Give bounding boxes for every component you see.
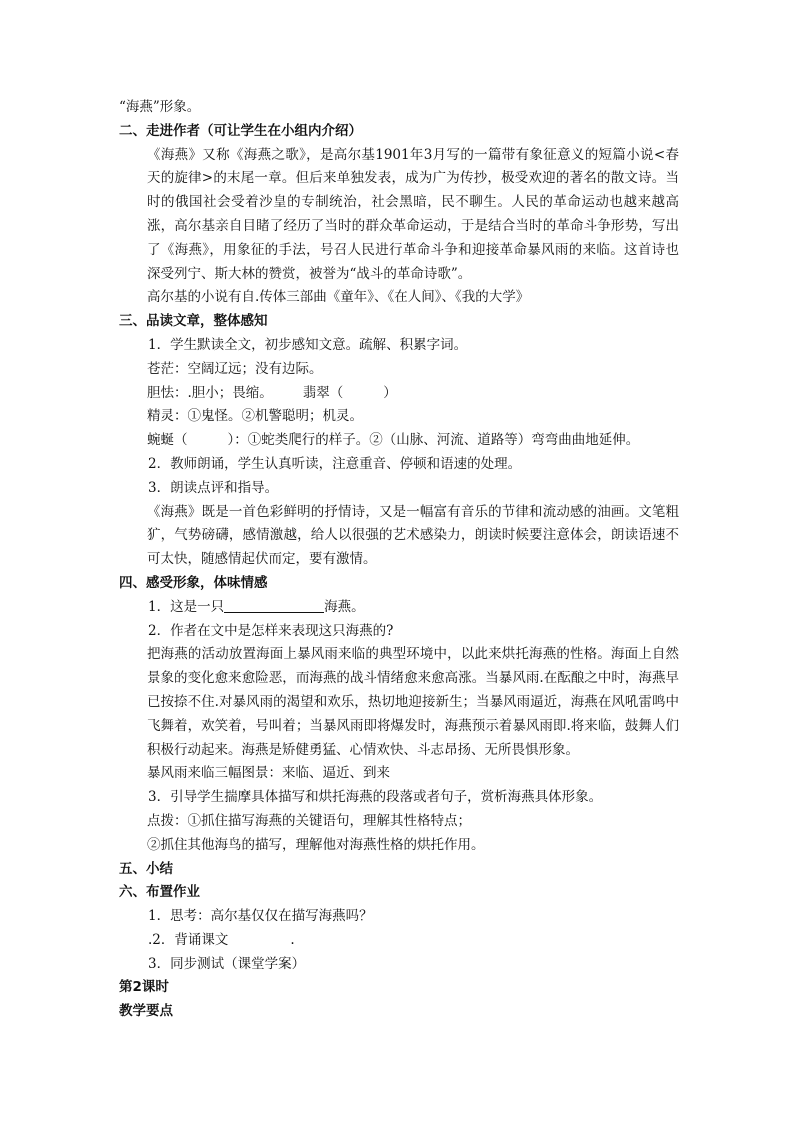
paragraph: 《海燕》既是一首色彩鲜明的抒情诗，又是一幅富有音乐的节律和流动感的油画。文笔粗犷，气势磅礴，感情激越，给人以很强的艺术感染力，朗读时候要注意体会，朗读语速不可太快，随感情起伏而定，要有激情。	[147, 503, 679, 568]
paragraph: 《海燕》又称《海燕之歌》，是高尔基1901年3月写的一篇带有象征意义的短篇小说<春天的旋律>的末尾一章。但后来单独发表，成为广为传抄，极受欢迎的著名的散文诗。当时的俄国社会受着沙皇的专制统治，社会黑暗，民不聊生。人民的革命运动也越来越高涨，高尔基亲自目睹了经历了当时的群众革命运动，于是结合当时的革命斗争形势，写出了《海燕》，用象征的手法，号召人民进行革命斗争和迎接革命暴风雨的来临。这首诗也深受列宁、斯大林的赞赏，被誉为“战斗的革命诗歌”。	[147, 146, 679, 282]
text-line: 高尔基的小说有自.传体三部曲《童年》、《在人间》、《我的大学》	[147, 289, 530, 306]
question-text: 1．这是一只	[148, 598, 225, 615]
vocab-item: 精灵：①鬼怪。②机警聪明；机灵。	[147, 408, 363, 425]
section-heading: 二、走进作者（可让学生在小组内介绍）	[119, 122, 362, 139]
vocab-text: ）：①蛇类爬行的样子。②（山脉、河流、道路等）弯弯曲曲地延伸。	[227, 432, 640, 449]
list-text: .	[290, 931, 295, 948]
vocab-item: 苍茫：空阔辽远；没有边际。	[147, 360, 323, 377]
list-item: 3．引导学生揣摩具体描写和烘托海燕的段落或者句子，赏析海燕具体形象。	[148, 789, 603, 806]
lesson-heading: 第2课时	[119, 979, 169, 996]
list-item: 1．学生默读全文，初步感知文意。疏解、积累字词。	[148, 336, 468, 353]
section-heading: 四、感受形象，体味情感	[119, 574, 268, 591]
vocab-text: 翡翠（	[302, 384, 344, 401]
vocab-item	[119, 429, 679, 453]
document-page	[119, 96, 679, 1024]
list-item: 3．同步测试（课堂学案）	[148, 955, 306, 972]
paragraph: 把海燕的活动放置海面上暴风雨来临的典型环境中，以此来烘托海燕的性格。海面上自然景象的变化愈来愈险恶，而海燕的战斗情绪愈来愈高涨。当暴风雨.在酝酿之中时，海燕早已按捺不住.对暴风雨的渴望和欢乐，热切地迎接新生；当暴风雨逼近，海燕在风吼雷鸣中飞舞着，欢笑着，号叫着；当暴风雨即将爆发时，海燕预示着暴风雨即.将来临，鼓舞人们积极行动起来。海燕是矫健勇猛、心情欢快、斗志昂扬、无所畏惧形象。	[147, 646, 679, 758]
vocab-item	[119, 382, 679, 406]
text-line: 暴风雨来临三幅图景：来临、逼近、到来	[147, 765, 390, 782]
hint-line: ②抓住其他海鸟的描写，理解他对海燕性格的烘托作用。	[147, 836, 485, 853]
vocab-text: ）	[383, 384, 397, 401]
section-heading: 六、布置作业	[119, 884, 200, 901]
list-item: 2．教师朗诵，学生认真听读，注意重音、停顿和语速的处理。	[148, 455, 522, 472]
list-item: 3．朗读点评和指导。	[148, 479, 279, 496]
fill-in-blank	[224, 598, 324, 613]
text-line: “海燕”形象。	[119, 99, 201, 115]
lesson-heading: 教学要点	[119, 1003, 173, 1020]
list-item: 2．作者在文中是怎样来表现这只海燕的?	[148, 622, 394, 639]
question-text: 海燕。	[324, 598, 365, 615]
list-item	[119, 929, 679, 953]
section-heading: 五、小结	[119, 860, 173, 877]
section-heading: 三、品读文章，整体感知	[119, 313, 268, 330]
vocab-text: 蜿蜒（	[147, 432, 188, 449]
vocab-text: 胆怯：.胆小；畏缩。	[147, 384, 273, 401]
hint-line: 点拨：①抓住描写海燕的关键语句，理解其性格特点；	[147, 812, 471, 829]
list-text: .2．背诵课文	[148, 931, 229, 948]
list-item: 1．思考：高尔基仅仅在描写海燕吗？	[148, 908, 373, 925]
list-item	[119, 596, 679, 620]
